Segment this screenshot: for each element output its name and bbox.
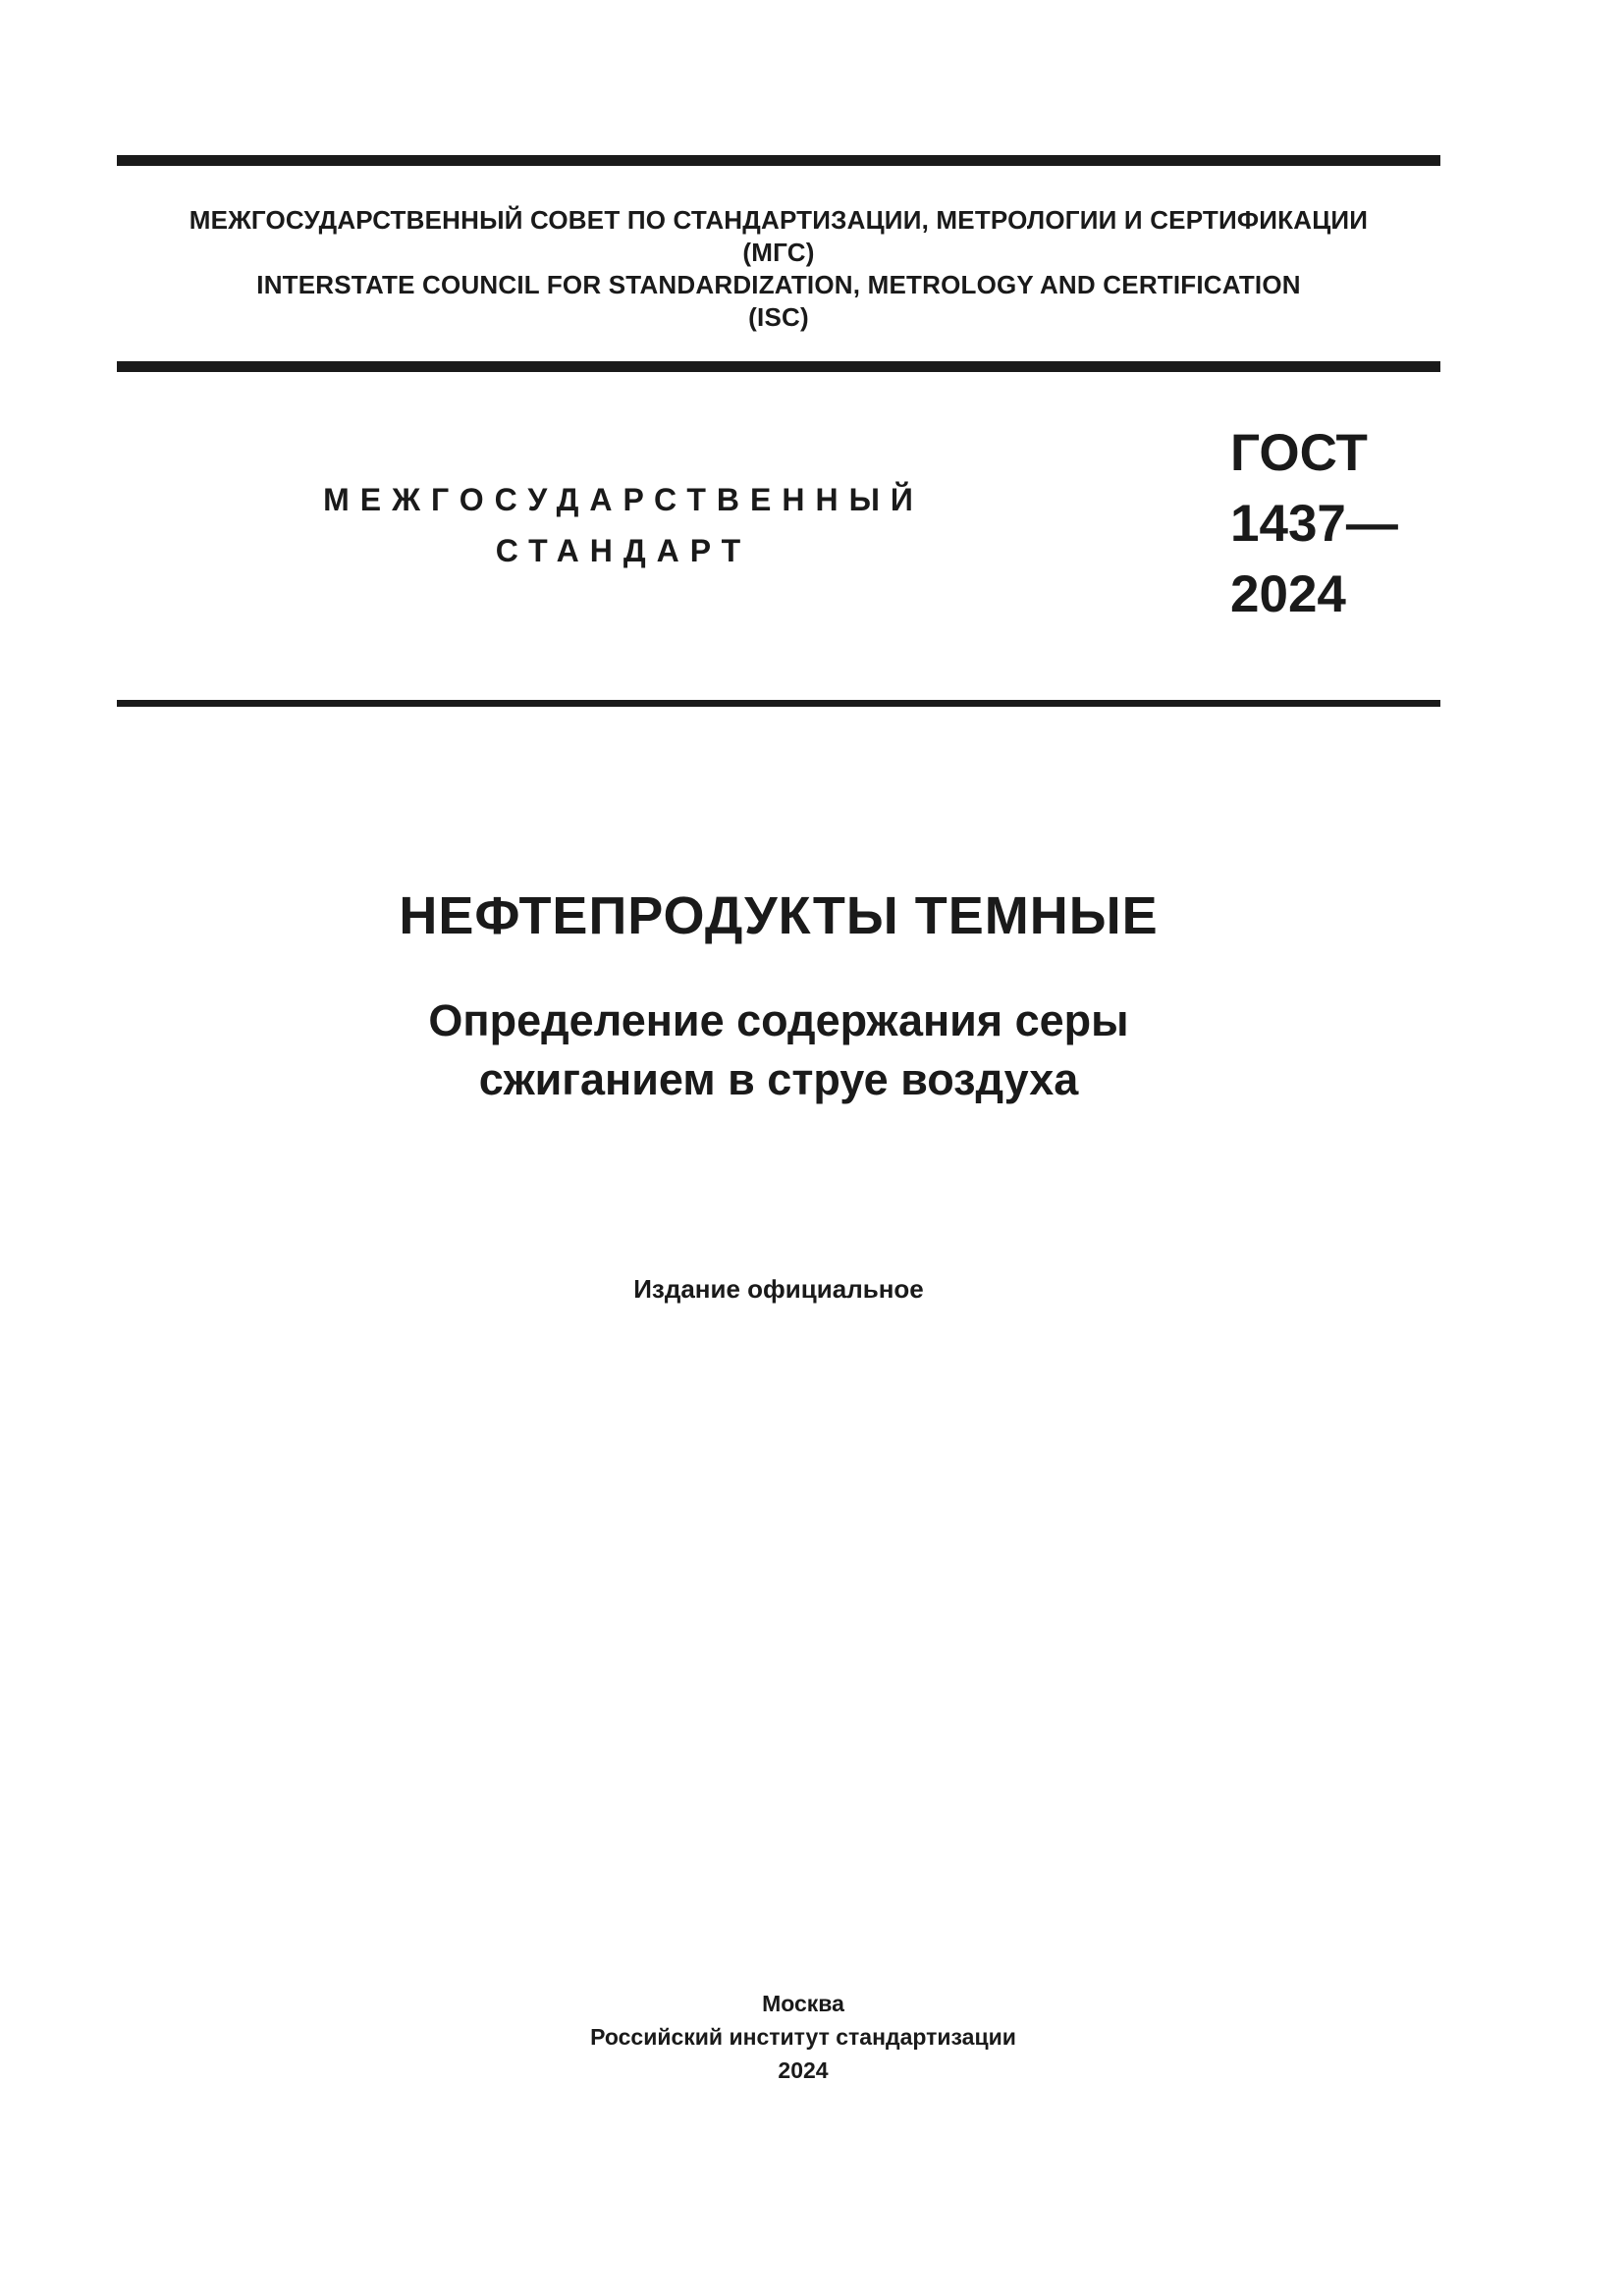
document-subtitle — [117, 991, 1440, 1109]
designation-year: 2024 — [1230, 565, 1346, 623]
designation-divider — [117, 700, 1440, 707]
top-rule — [117, 155, 1440, 166]
designation-prefix: ГОСТ — [1230, 424, 1368, 482]
imprint-publisher: Российский институт стандартизации — [590, 2024, 1016, 2050]
council-abbr-ru: (МГС) — [742, 238, 815, 267]
standard-designation — [1230, 418, 1398, 630]
imprint-year: 2024 — [778, 2057, 829, 2083]
council-name-en: INTERSTATE COUNCIL FOR STANDARDIZATION, METROLOGY AND CERTIFICATION — [256, 270, 1301, 299]
council-name-ru: МЕЖГОСУДАРСТВЕННЫЙ СОВЕТ ПО СТАНДАРТИЗАЦИИ, МЕТРОЛОГИИ И СЕРТИФИКАЦИИ — [189, 205, 1369, 235]
document-title: НЕФТЕПРОДУКТЫ ТЕМНЫЕ — [399, 886, 1159, 945]
standard-type — [295, 474, 952, 576]
imprint — [117, 1987, 1489, 2087]
subtitle-line-2: сжиганием в струе воздуха — [478, 1054, 1079, 1104]
subtitle-line-1: Определение содержания серы — [428, 995, 1129, 1045]
designation-number: 1437— — [1230, 495, 1398, 553]
edition-note: Издание официальное — [633, 1274, 924, 1304]
standard-type-line-2: СТАНДАРТ — [495, 533, 752, 568]
imprint-city: Москва — [762, 1991, 844, 2016]
header-divider — [117, 361, 1440, 372]
standard-type-line-1: МЕЖГОСУДАРСТВЕННЫЙ — [323, 482, 924, 517]
council-abbr-en: (ISC) — [748, 302, 809, 332]
council-header — [117, 204, 1440, 334]
